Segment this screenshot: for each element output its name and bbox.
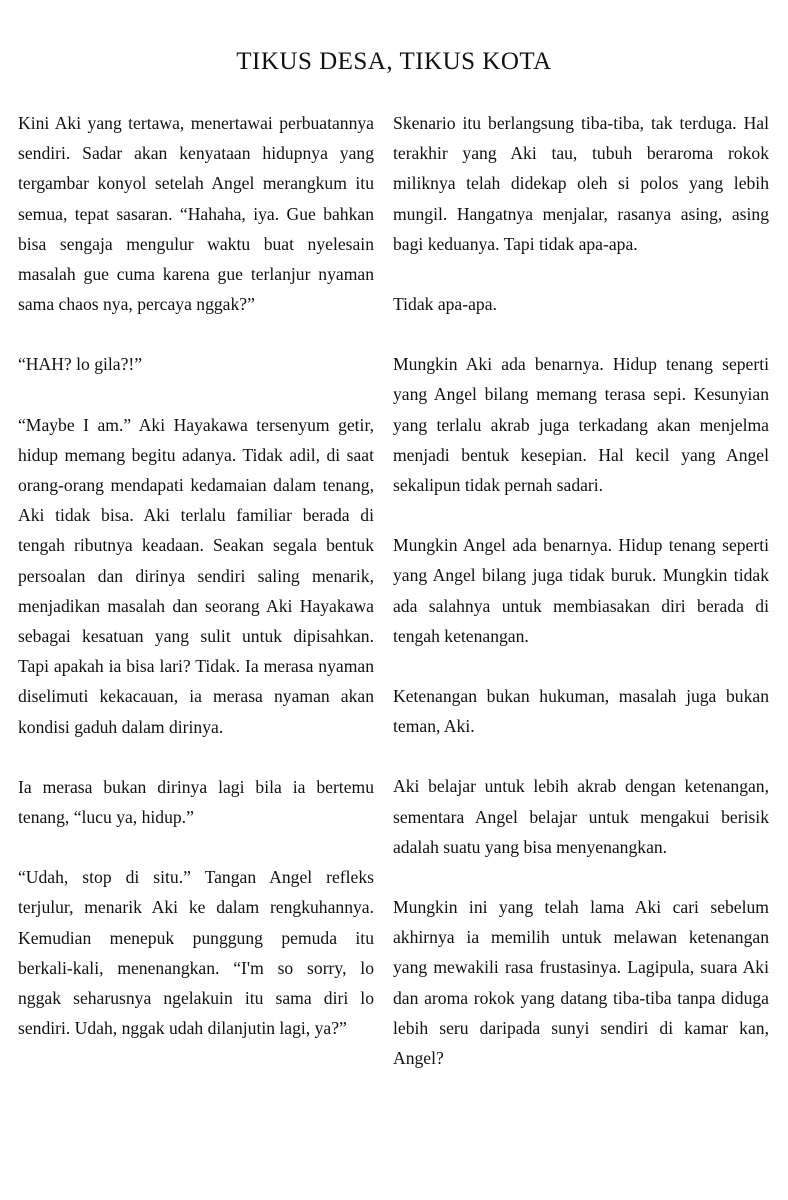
- paragraph: Mungkin Angel ada benarnya. Hidup tenang seperti yang Angel bilang juga tidak buruk. Mungkin tidak ada salahnya untuk membiasakan diri berada di tengah ketenangan.: [393, 535, 769, 646]
- paragraph: “Udah, stop di situ.” Tangan Angel refleks terjulur, menarik Aki ke dalam rengkuhannya. Kemudian menepuk punggung pemuda itu berkali-kali, menenangkan. “I'm so sorry, lo nggak seharusnya ngelakuin itu sama diri lo sendiri. Udah, nggak udah dilanjutin lagi, ya?”: [18, 867, 374, 1039]
- paragraph: Mungkin ini yang telah lama Aki cari sebelum akhirnya ia memilih untuk melawan ketenangan yang mewakili rasa frustasinya. Lagipula, suara Aki dan aroma rokok yang datang tiba-tiba tanpa diduga lebih seru daripada sunyi sendiri di kamar kan, Angel?: [393, 897, 769, 1069]
- paragraph: Ketenangan bukan hukuman, masalah juga bukan teman, Aki.: [393, 686, 769, 737]
- paragraph: “Maybe I am.” Aki Hayakawa tersenyum getir, hidup memang begitu adanya. Tidak adil, di saat orang-orang mendapati kedamaian dalam tenang, Aki tidak bisa. Aki terlalu familiar berada di tengah ributnya keadaan. Seakan segala bentuk persoalan dan dirinya sendiri saling menarik, menjadikan masalah dan seorang Aki Hayakawa sebagai kesatuan yang sulit untuk dipisahkan. Tapi apakah ia bisa lari? Tidak. Ia merasa nyaman diselimuti kekacauan, ia merasa nyaman akan kondisi gaduh dalam dirinya.: [18, 414, 374, 737]
- paragraph: Ia merasa bukan dirinya lagi bila ia bertemu tenang, “lucu ya, hidup.”: [18, 776, 374, 828]
- right-column: [393, 108, 769, 1073]
- left-column: [18, 108, 374, 1043]
- paragraph: Tidak apa-apa.: [393, 294, 497, 315]
- paragraph: Skenario itu berlangsung tiba-tiba, tak terduga. Hal terakhir yang Aki tau, tubuh beraroma rokok miliknya telah didekap oleh si polos yang lebih mungil. Hangatnya menjalar, rasanya asing, asing bagi keduanya. Tapi tidak apa-apa.: [393, 113, 769, 254]
- page-title: TIKUS DESA, TIKUS KOTA: [236, 48, 552, 75]
- paragraph: “HAH? lo gila?!”: [18, 354, 143, 375]
- paragraph: Mungkin Aki ada benarnya. Hidup tenang seperti yang Angel bilang memang terasa sepi. Kesunyian yang terlalu akrab juga terkadang akan menjelma menjadi bentuk kesepian. Hal kecil yang Angel sekalipun tidak pernah sadari.: [393, 354, 769, 496]
- paragraph: Aki belajar untuk lebih akrab dengan ketenangan, sementara Angel belajar untuk mengakui berisik adalah suatu yang bisa menyenangkan.: [393, 776, 769, 857]
- paragraph: Kini Aki yang tertawa, menertawai perbuatannya sendiri. Sadar akan kenyataan hidupnya yang tergambar konyol setelah Angel merangkum itu semua, tepat sasaran. “Hahaha, iya. Gue bahkan bisa sengaja mengulur waktu buat nyelesain masalah gue cuma karena gue terlanjur nyaman sama chaos nya, percaya nggak?”: [18, 113, 374, 315]
